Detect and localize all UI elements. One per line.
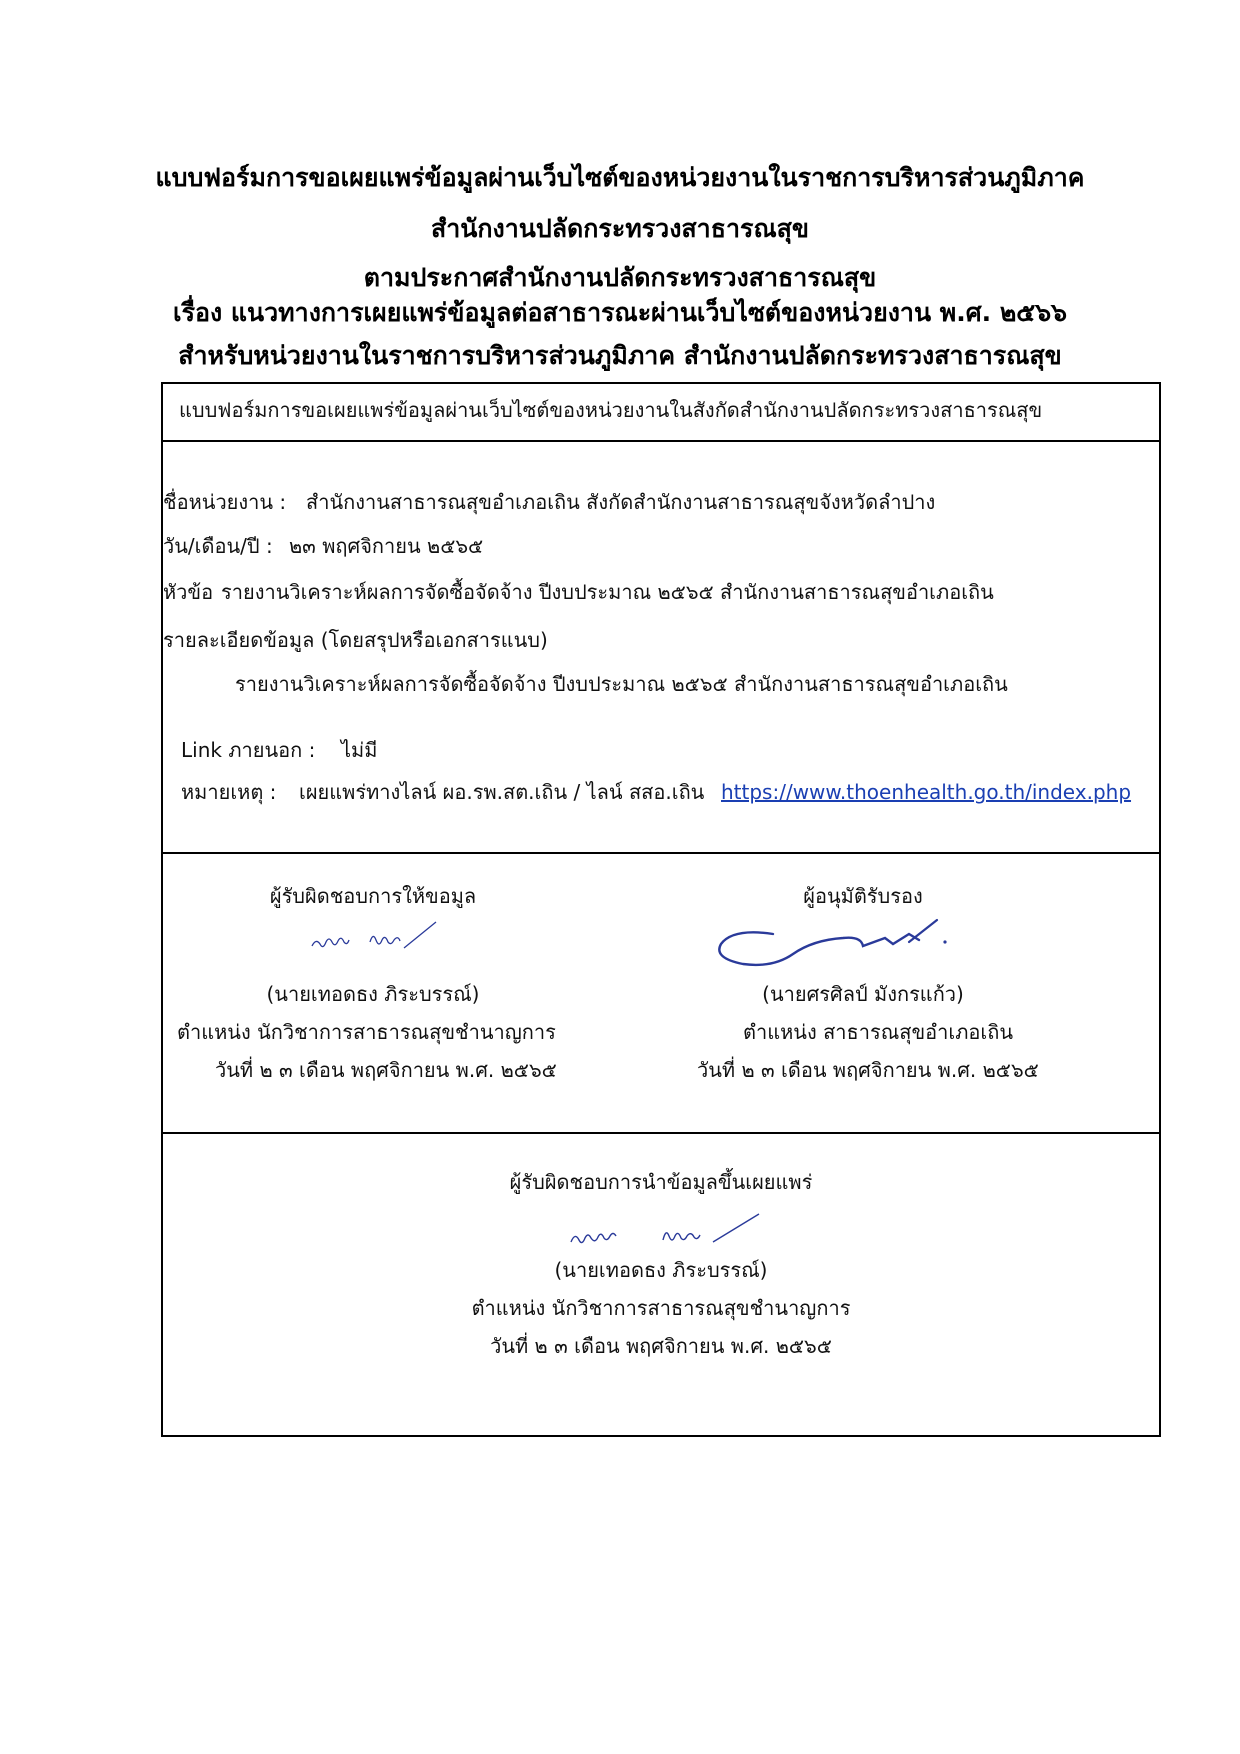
unit-value: สำนักงานสาธารณสุขอำเภอเถิน สังกัดสำนักงานสาธารณสุขจังหวัดลำปาง bbox=[306, 490, 936, 514]
publisher-section bbox=[163, 1132, 1159, 1435]
approver-date: วันที่ ๒ ๓ เดือน พฤศจิกายน พ.ศ. ๒๕๖๕ bbox=[697, 1058, 1039, 1082]
note-url-link[interactable]: https://www.thoenhealth.go.th/index.php bbox=[721, 780, 1132, 804]
header-line-5: สำหรับหน่วยงานในราชการบริหารส่วนภูมิภาค สำนักงานปลัดกระทรวงสาธารณสุข bbox=[178, 341, 1062, 370]
publisher-date: วันที่ ๒ ๓ เดือน พฤศจิกายน พ.ศ. ๒๕๖๕ bbox=[490, 1334, 832, 1358]
header-line-1: แบบฟอร์มการขอเผยแพร่ข้อมูลผ่านเว็บไซต์ของหน่วยงานในราชการบริหารส่วนภูมิภาค bbox=[155, 163, 1085, 192]
provider-block bbox=[163, 854, 583, 1134]
approver-name: (นายศรศิลป์ มังกรแก้ว) bbox=[762, 982, 964, 1006]
publisher-name: (นายเทอดธง ภิระบรรณ์) bbox=[554, 1258, 768, 1282]
provider-position: ตำแหน่ง นักวิชาการสาธารณสุขชำนาญการ bbox=[177, 1020, 556, 1044]
provider-date: วันที่ ๒ ๓ เดือน พฤศจิกายน พ.ศ. ๒๕๖๕ bbox=[215, 1058, 557, 1082]
publisher-position: ตำแหน่ง นักวิชาการสาธารณสุขชำนาญการ bbox=[471, 1296, 851, 1320]
provider-title: ผู้รับผิดชอบการให้ขอมูล bbox=[269, 884, 477, 908]
detail-label: รายละเอียดข้อมูล (โดยสรุปหรือเอกสารแนบ) bbox=[163, 628, 548, 652]
signatures-section bbox=[163, 852, 1159, 1132]
form-title: แบบฟอร์มการขอเผยแพร่ข้อมูลผ่านเว็บไซต์ของหน่วยงานในสังกัดสำนักงานปลัดกระทรวงสาธารณสุข bbox=[179, 398, 1043, 422]
topic-value: รายงานวิเคราะห์ผลการจัดซื้อจัดจ้าง ปีงบประมาณ ๒๕๖๕ สำนักงานสาธารณสุขอำเภอเถิน bbox=[221, 580, 994, 604]
note-value: เผยแพร่ทางไลน์ ผอ.รพ.สต.เถิน / ไลน์ สสอ.เถิน bbox=[299, 780, 705, 804]
provider-signature-icon bbox=[308, 920, 448, 960]
topic-label: หัวข้อ bbox=[163, 580, 214, 604]
header-line-3: ตามประกาศสำนักงานปลัดกระทรวงสาธารณสุข bbox=[363, 263, 877, 292]
note-label: หมายเหตุ : bbox=[181, 780, 277, 804]
approver-signature-icon bbox=[713, 914, 953, 976]
date-value: ๒๓ พฤศจิกายน ๒๕๖๕ bbox=[289, 534, 484, 558]
external-link-label: Link ภายนอก : bbox=[181, 738, 316, 762]
header-line-4: เรื่อง แนวทางการเผยแพร่ข้อมูลต่อสาธารณะผ่านเว็บไซต์ของหน่วยงาน พ.ศ. ๒๕๖๖ bbox=[173, 298, 1067, 327]
publisher-signature-icon bbox=[563, 1210, 783, 1254]
unit-label: ชื่อหน่วยงาน : bbox=[163, 490, 287, 514]
detail-value: รายงานวิเคราะห์ผลการจัดซื้อจัดจ้าง ปีงบประมาณ ๒๕๖๕ สำนักงานสาธารณสุขอำเภอเถิน bbox=[235, 672, 1008, 696]
publisher-title: ผู้รับผิดชอบการนำข้อมูลขึ้นเผยแพร่ bbox=[509, 1170, 813, 1194]
form-title-row bbox=[163, 384, 1159, 440]
date-label: วัน/เดือน/ปี : bbox=[163, 534, 273, 558]
external-link-value: ไม่มี bbox=[341, 738, 378, 762]
approver-position: ตำแหน่ง สาธารณสุขอำเภอเถิน bbox=[743, 1020, 1014, 1044]
approver-title: ผู้อนุมัติรับรอง bbox=[803, 884, 923, 908]
approver-block bbox=[633, 854, 1093, 1134]
provider-name: (นายเทอดธง ภิระบรรณ์) bbox=[266, 982, 480, 1006]
details-section bbox=[163, 440, 1159, 852]
header-line-2: สำนักงานปลัดกระทรวงสาธารณสุข bbox=[431, 214, 809, 243]
request-form bbox=[161, 382, 1161, 1437]
